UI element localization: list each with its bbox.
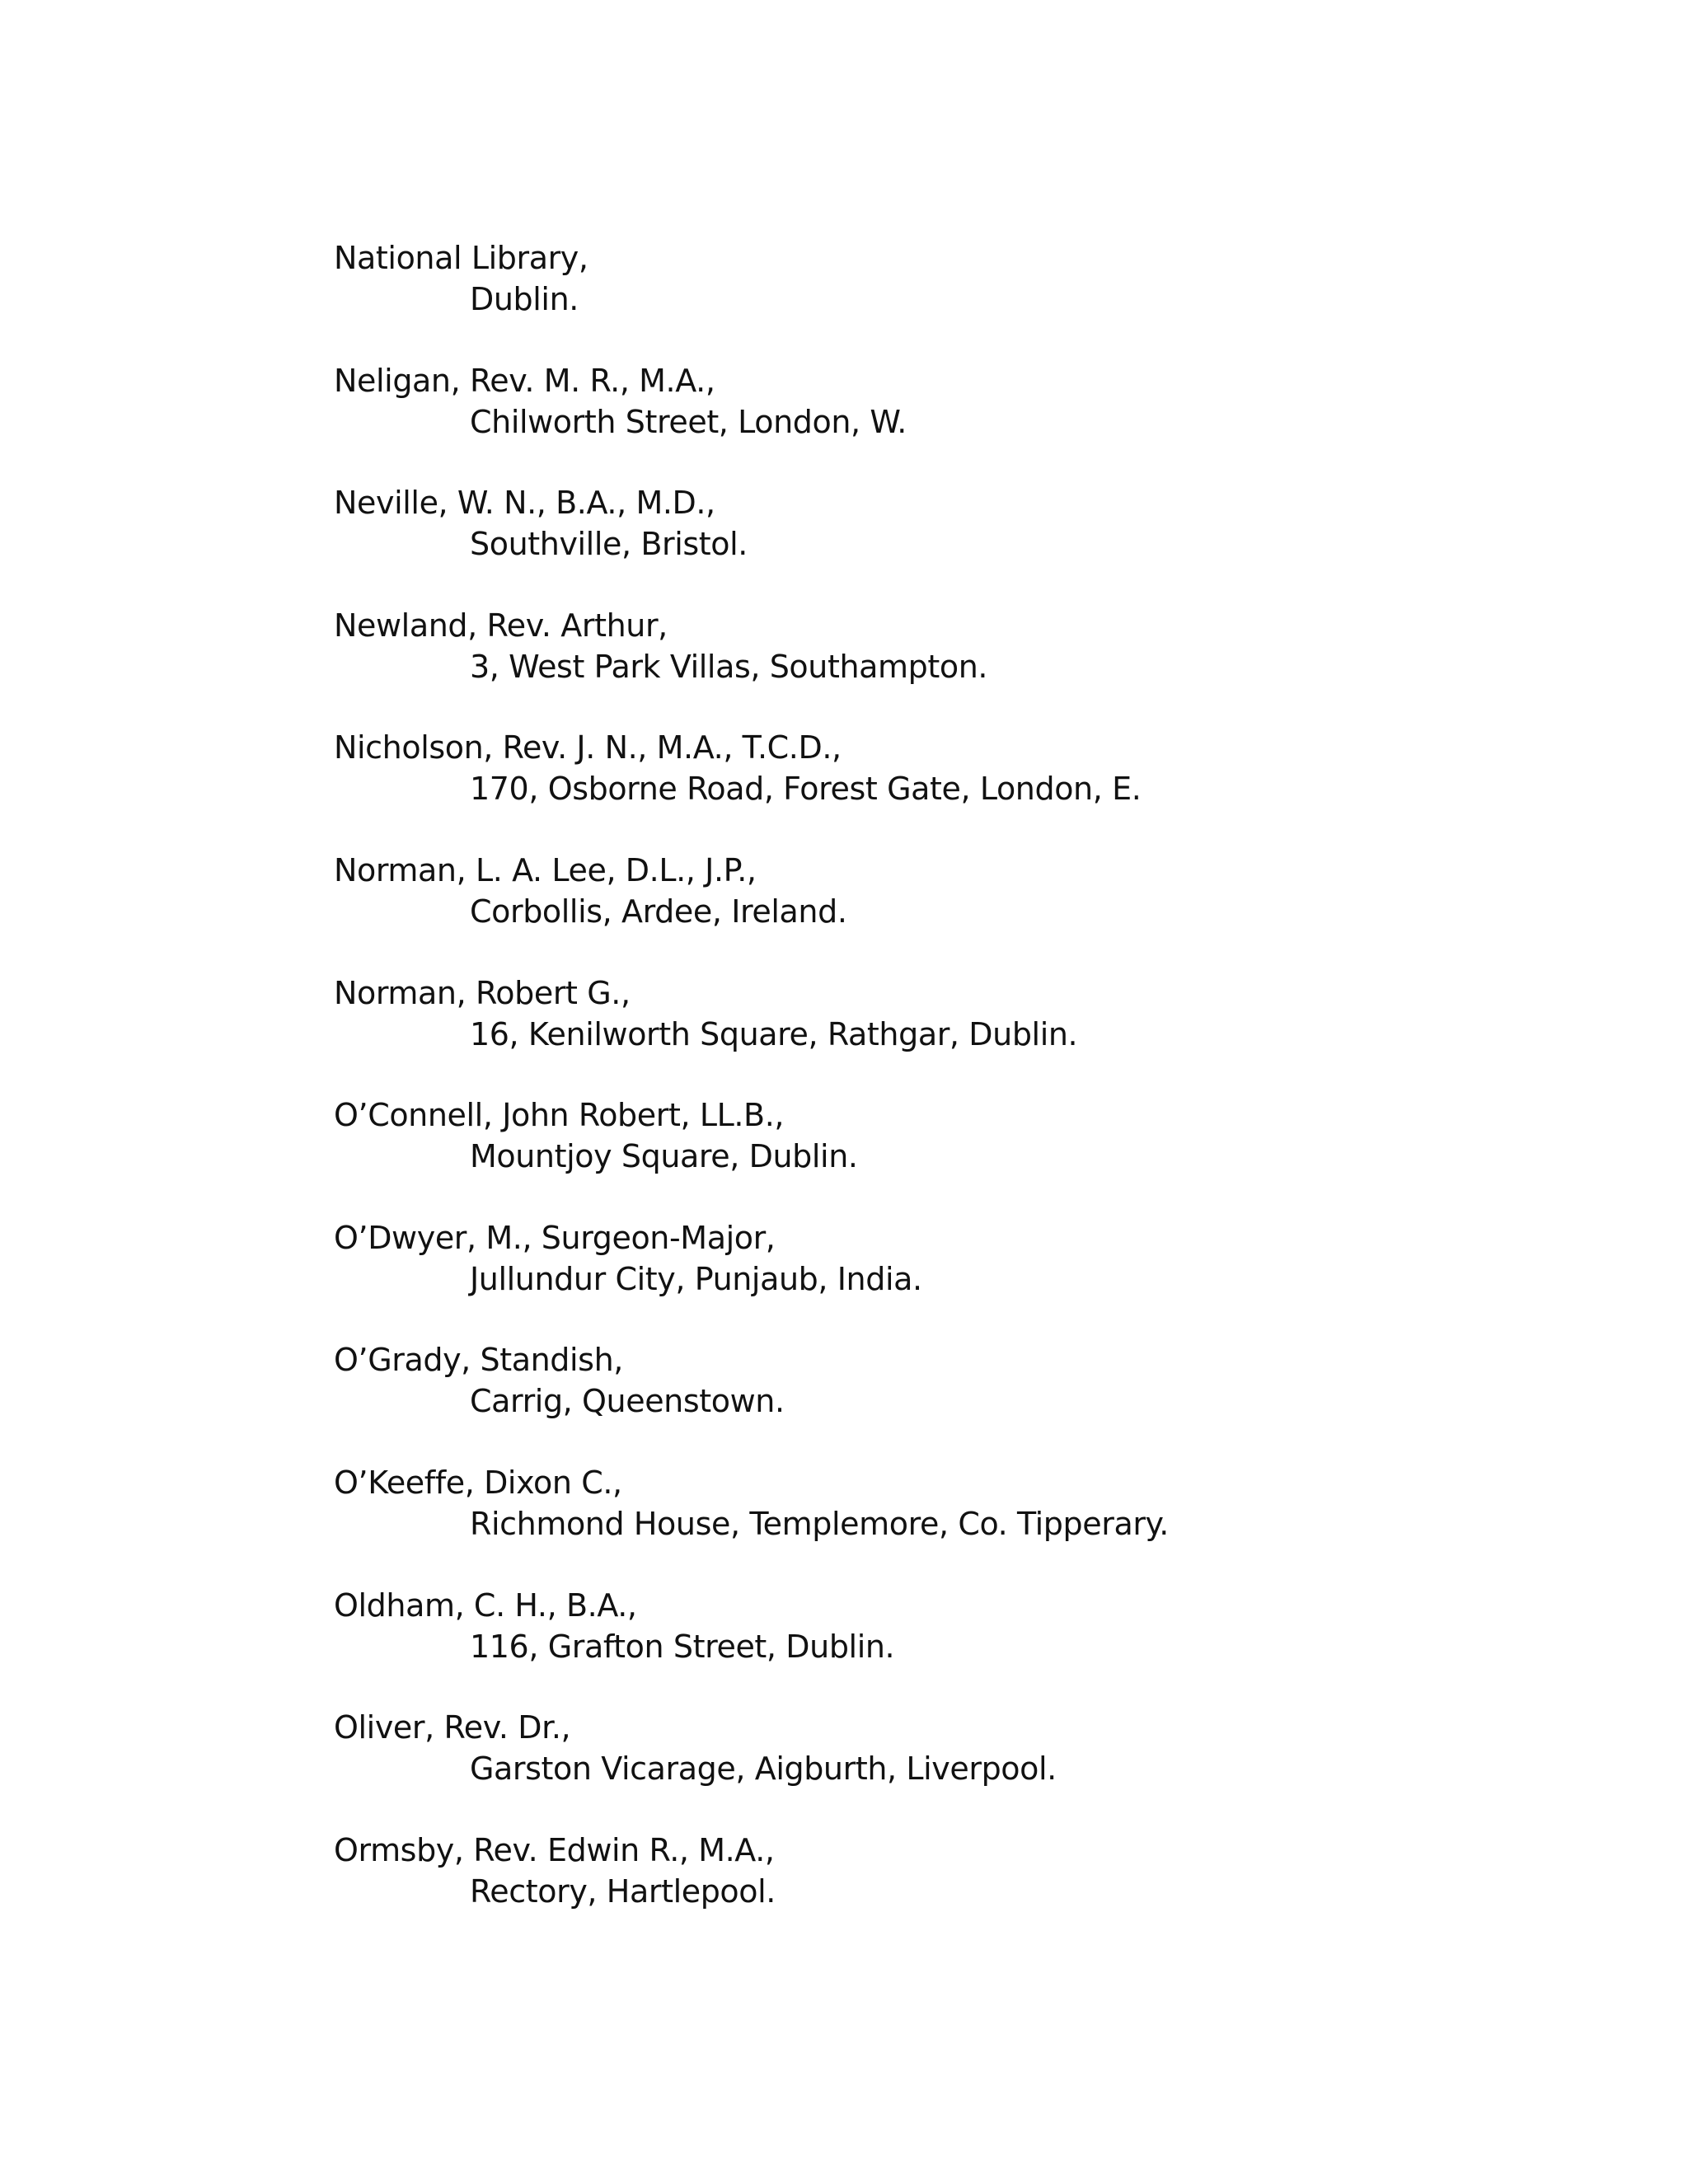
subscriber-name: Norman, L. A. Lee, D.L., J.P., xyxy=(334,851,757,888)
list-item xyxy=(334,1339,1570,1462)
list-item xyxy=(334,1462,1570,1585)
subscriber-address: Southville, Bristol. xyxy=(470,526,748,563)
list-item xyxy=(334,360,1570,483)
list-item xyxy=(334,1585,1570,1708)
subscriber-address: Dublin. xyxy=(470,281,579,317)
subscriber-address: Corbollis, Ardee, Ireland. xyxy=(470,893,847,930)
list-item xyxy=(334,1094,1570,1217)
subscriber-name: O’Connell, John Robert, LL.B., xyxy=(334,1097,785,1134)
list-item xyxy=(334,605,1570,728)
list-item xyxy=(334,1217,1570,1340)
subscriber-name: Nicholson, Rev. J. N., M.A., T.C.D., xyxy=(334,729,842,766)
subscriber-address: Garston Vicarage, Aigburth, Liverpool. xyxy=(470,1750,1057,1788)
subscriber-name: Oldham, C. H., B.A., xyxy=(334,1586,637,1624)
list-item xyxy=(334,972,1570,1095)
subscriber-address: 116, Grafton Street, Dublin. xyxy=(470,1628,895,1665)
subscriber-name: O’Dwyer, M., Surgeon-Major, xyxy=(334,1219,776,1256)
subscriber-name: National Library, xyxy=(334,240,588,276)
subscriber-address: Richmond House, Templemore, Co. Tipperary. xyxy=(470,1505,1169,1542)
list-item xyxy=(334,237,1570,360)
list-item xyxy=(334,850,1570,972)
subscriber-name: Neligan, Rev. M. R., M.A., xyxy=(334,362,715,399)
subscriber-address: Rectory, Hartlepool. xyxy=(470,1872,776,1910)
subscriber-name: O’Grady, Standish, xyxy=(334,1342,623,1379)
list-item xyxy=(334,482,1570,605)
subscriber-address: 3, West Park Villas, Southampton. xyxy=(470,648,988,685)
subscriber-name: Newland, Rev. Arthur, xyxy=(334,607,668,644)
subscriber-name: Neville, W. N., B.A., M.D., xyxy=(334,485,715,522)
subscriber-name: Norman, Robert G., xyxy=(334,974,631,1011)
list-item xyxy=(334,727,1570,850)
subscriber-list xyxy=(334,237,1570,1952)
subscriber-name: O’Keeffe, Dixon C., xyxy=(334,1464,622,1501)
list-item xyxy=(334,1707,1570,1830)
subscriber-address: Carrig, Queenstown. xyxy=(470,1383,785,1420)
subscriber-name: Oliver, Rev. Dr., xyxy=(334,1709,571,1746)
subscriber-address: Mountjoy Square, Dublin. xyxy=(470,1138,858,1175)
subscriber-address: Chilworth Street, London, W. xyxy=(470,403,907,440)
subscriber-name: Ormsby, Rev. Edwin R., M.A., xyxy=(334,1831,775,1868)
list-item xyxy=(334,1830,1570,1952)
subscriber-address: 16, Kenilworth Square, Rathgar, Dublin. xyxy=(470,1015,1078,1052)
subscriber-address: 170, Osborne Road, Forest Gate, London, E. xyxy=(470,771,1142,808)
subscriber-address: Jullundur City, Punjaub, India. xyxy=(470,1260,922,1297)
